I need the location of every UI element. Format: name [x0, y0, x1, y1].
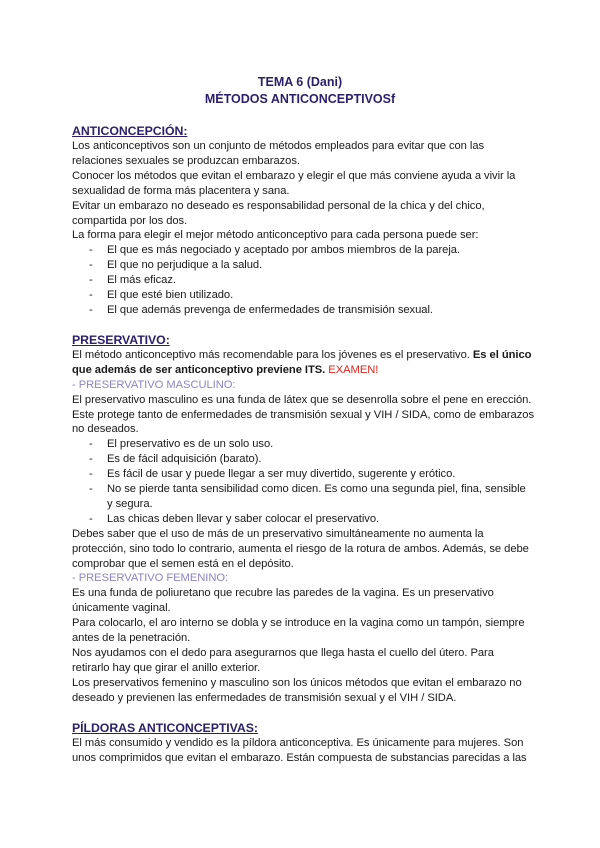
paragraph: Los anticonceptivos son un conjunto de métodos empleados para evitar que con las relaciones sexuales se produzcan embarazos. [72, 140, 485, 167]
list-item: - El que es más negociado y aceptado por ambos miembros de la pareja. [72, 243, 534, 258]
list-item: - Las chicas deben llevar y saber colocar el preservativo. [72, 512, 534, 527]
section-heading: ANTICONCEPCIÓN: [72, 124, 188, 138]
document-body [72, 124, 534, 765]
document-title [0, 74, 600, 108]
criteria-list [72, 243, 534, 318]
paragraph: El preservativo masculino es una funda de látex que se desenrolla sobre el pene en erección. Este protege tanto de enfermedades de transmisión sexual y VIH / SIDA, como de embarazos no deseados. [72, 393, 534, 436]
subheading-masculino: - PRESERVATIVO MASCULINO: [72, 378, 236, 391]
list-item: - Es fácil de usar y puede llegar a ser muy divertido, sugerente y erótico. [72, 467, 534, 482]
paragraph: Para colocarlo, el aro interno se dobla y se introduce en la vagina como un tampón, siempre antes de la penetración. [72, 617, 525, 645]
title-line-1: TEMA 6 (Dani) [257, 75, 343, 89]
section-heading: PRESERVATIVO: [72, 332, 170, 347]
paragraph: Nos ayudamos con el dedo para asegurarnos que llega hasta el cuello del útero. Para retirarlo hay que girar el anillo exterior. [72, 647, 494, 674]
paragraph: Debes saber que el uso de más de un preservativo simultáneamente no aumenta la protección, sino todo lo contrario, aumenta el riesgo de la rotura de ambos. Además, se debe comprobar que el semen está en el depósito. [72, 527, 529, 570]
list-item: - El que esté bien utilizado. [72, 288, 534, 303]
list-item: - El preservativo es de un solo uso. [72, 437, 534, 452]
paragraph: La forma para elegir el mejor método anticonceptivo para cada persona puede ser: [72, 229, 479, 242]
list-item: - El que no perjudique a la salud. [72, 258, 534, 273]
section-preservativo [72, 333, 534, 706]
intro-bold-text: Es el único que además de ser anticonceptivo previene ITS. [72, 348, 532, 376]
list-item: - Es de fácil adquisición (barato). [72, 452, 534, 467]
section-anticoncepcion [72, 124, 534, 318]
section-pildoras [72, 721, 534, 766]
paragraph: Evitar un embarazo no deseado es responsabilidad personal de la chica y del chico, compartida por los dos. [72, 199, 485, 227]
paragraph: Es una funda de poliuretano que recubre las paredes de la vagina. Es un preservativo únicamente vaginal. [72, 587, 494, 615]
list-item: - El más eficaz. [72, 273, 534, 288]
list-item: - No se pierde tanta sensibilidad como dicen. Es como una segunda piel, fina, sensible y segura. [72, 482, 534, 512]
title-line-2: MÉTODOS ANTICONCEPTIVOSf [204, 92, 396, 106]
section-heading: PÍLDORAS ANTICONCEPTIVAS: [72, 720, 258, 735]
masculino-list [72, 437, 534, 526]
paragraph [72, 348, 534, 378]
paragraph: El más consumido y vendido es la píldora anticonceptiva. Es únicamente para mujeres. Son unos comprimidos que evitan el embarazo. Están compuesta de substancias parecidas a las [72, 736, 527, 764]
paragraph: Los preservativos femenino y masculino son los únicos métodos que evitan el embarazo no deseado y previenen las enfermedades de transmisión sexual y el VIH / SIDA. [72, 676, 522, 704]
subheading-femenino: - PRESERVATIVO FEMENINO: [72, 572, 229, 585]
paragraph: Conocer los métodos que evitan el embarazo y elegir el que más conviene ayuda a vivir la sexualidad de forma más placentera y sana. [72, 169, 516, 197]
intro-text: El método anticonceptivo más recomendable para los jóvenes es el preservativo. [72, 348, 473, 361]
exam-note: EXAMEN! [325, 363, 379, 376]
list-item: - El que además prevenga de enfermedades de transmisión sexual. [72, 303, 534, 318]
